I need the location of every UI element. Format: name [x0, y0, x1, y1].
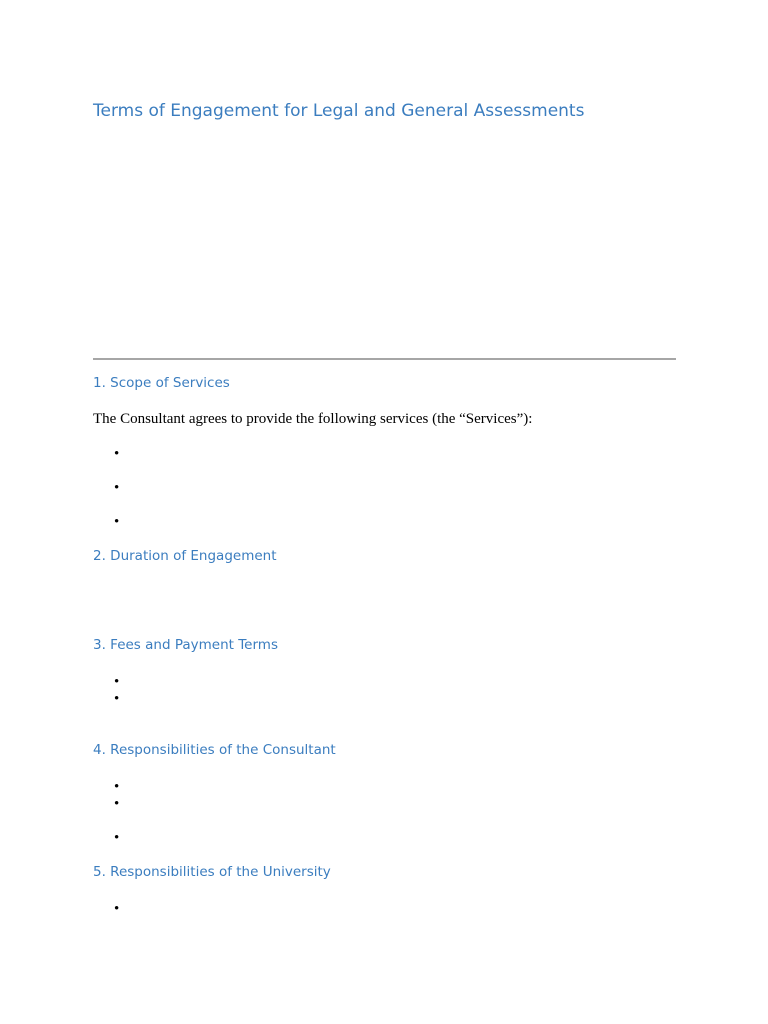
list-item-bullet: •	[114, 901, 120, 917]
list-item-bullet: •	[114, 480, 120, 496]
list-item-bullet: •	[114, 674, 120, 690]
section-body-scope-of-services: The Consultant agrees to provide the following services (the “Services”):	[93, 411, 533, 427]
section-heading-responsibilities-of-the-consultant: 4. Responsibilities of the Consultant	[93, 742, 336, 758]
section-heading-responsibilities-of-the-university: 5. Responsibilities of the University	[93, 864, 331, 880]
document-title: Terms of Engagement for Legal and General Assessments	[93, 101, 585, 121]
horizontal-divider	[93, 358, 676, 360]
section-heading-scope-of-services: 1. Scope of Services	[93, 375, 230, 391]
list-item-bullet: •	[114, 446, 120, 462]
list-item-bullet: •	[114, 830, 120, 846]
list-item-bullet: •	[114, 796, 120, 812]
list-item-bullet: •	[114, 691, 120, 707]
section-heading-duration-of-engagement: 2. Duration of Engagement	[93, 548, 277, 564]
section-heading-fees-and-payment-terms: 3. Fees and Payment Terms	[93, 637, 278, 653]
list-item-bullet: •	[114, 514, 120, 530]
list-item-bullet: •	[114, 779, 120, 795]
